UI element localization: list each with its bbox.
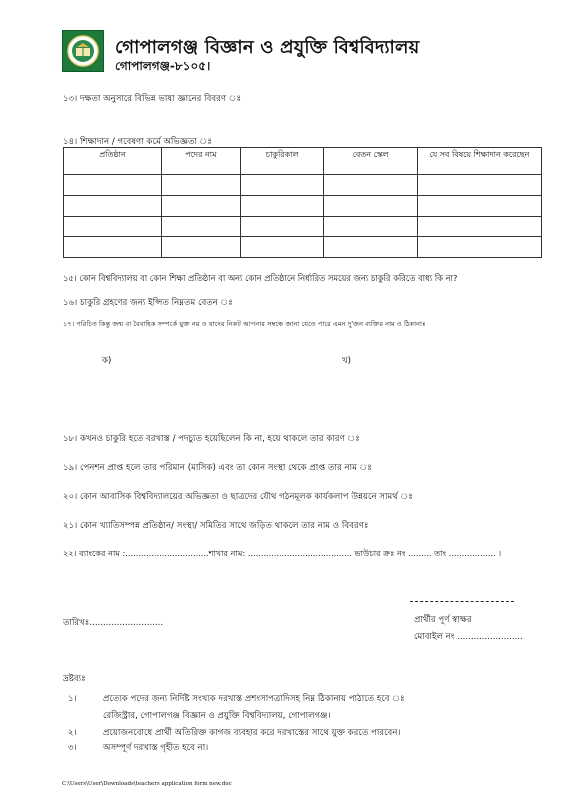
table-cell[interactable] [240,195,324,216]
note-number: ১। [68,694,77,704]
item-16-expected-salary: ১৬। চাকুরি গ্রহণের জন্য ইপ্সিত নিম্নতম বেতন ঃ [63,298,233,308]
table-row [64,237,542,258]
notes-heading: দ্রষ্টব্যঃ [63,674,86,684]
table-row [64,216,542,237]
table-cell[interactable] [324,216,417,237]
university-seal-icon [63,31,103,71]
signature-line [410,601,514,602]
item-17-references: ১৭। পরিচিত কিন্তু জন্ম বা বৈবাহিক সম্পর্কে যুক্ত নয় ও যাদের নিকট আপনার সম্বন্ধে জানা যেতে পারে এমন দু'জন ব্যক্তির নাম ও ঠিকানাঃ [63,320,426,328]
university-address: গোপালগঞ্জ-৮১০৫। [115,59,211,73]
table-cell[interactable] [64,175,162,196]
item-19-pension: ১৯। পেনশন প্রাপ্ত হলে তার পরিমান (মাসিক) এবং তা কোন সংস্থা থেকে প্রাপ্ত তার নাম ঃ [63,463,372,473]
column-header-pay-scale: বেতন স্কেল [324,148,417,175]
item-14-teaching-experience: ১৪। শিক্ষাদান / গবেষণা কর্মে অভিজ্ঞতা ঃ [63,137,212,147]
table-cell[interactable] [417,175,541,196]
column-header-institution: প্রতিষ্ঠান [64,148,162,175]
university-logo [62,30,104,72]
table-cell[interactable] [161,216,240,237]
table-header-row [64,148,542,175]
item-22-bank-details: ২২। ব্যাংকের নাম :................................শাখার নাম: ........................................ ভাউচার ক্রঃ নং ......... তাং .................. । [63,548,502,558]
mobile-field: মোবাইল নং ........................ [414,632,523,642]
table-cell[interactable] [240,237,324,258]
table-cell[interactable] [64,216,162,237]
note-text: প্রয়োজনবোধে প্রার্থী অতিরিক্ত কাগজ ব্যবহার করে দরখাস্তের সাথে যুক্ত করতে পারবেন। [103,728,401,738]
reference-b-label: খ) [342,356,351,366]
table-cell[interactable] [417,195,541,216]
item-21-affiliations: ২১। কোন খ্যাতিসম্পন্ন প্রতিষ্ঠান/ সংস্থা/ সমিতির সাথে জড়িত থাকলে তার নাম ও বিবরণঃ [63,521,369,531]
table-cell[interactable] [417,216,541,237]
reference-a-label: ক) [102,356,112,366]
table-cell[interactable] [324,195,417,216]
column-header-subjects-taught: যে সব বিষয়ে শিক্ষাদান করেছেন [417,148,541,175]
note-number: ৩। [68,743,77,753]
table-row [64,175,542,196]
note-text: অসম্পূর্ণ দরখাস্ত গৃহীত হবে না। [103,743,209,753]
item-18-dismissal: ১৮। কখনও চাকুরি হতে বরখাস্ত / পদচ্যুত হয়েছিলেন কি না, হয়ে থাকলে তার কারণ ঃ [63,434,360,444]
table-row [64,195,542,216]
table-cell[interactable] [240,175,324,196]
item-13-language-skills: ১৩। দক্ষতা অনুসারে বিভিন্ন ভাষা জ্ঞানের বিবরণ ঃ [63,94,242,104]
table-cell[interactable] [324,175,417,196]
table-cell[interactable] [324,237,417,258]
university-name: গোপালগঞ্জ বিজ্ঞান ও প্রযুক্তি বিশ্ববিদ্যালয় [115,37,420,58]
document-file-path: C:\Users\User\Downloads\teachers application form new.doc [62,781,232,787]
table-cell[interactable] [417,237,541,258]
column-header-duration: চাকুরিকাল [240,148,324,175]
table-cell[interactable] [240,216,324,237]
note-number: ২। [68,728,77,738]
table-cell[interactable] [64,195,162,216]
note-text: প্রত্যেক পদের জন্য নির্দিষ্ট সংখ্যক দরখাস্ত প্রশংসাপত্রাদিসহ নিম্ন ঠিকানায় পাঠাতে হবে ঃ [103,694,405,704]
table-cell[interactable] [64,237,162,258]
table-cell[interactable] [161,237,240,258]
experience-table [63,147,542,258]
item-15-service-bond: ১৫। কোন বিশ্ববিদ্যালয় বা কোন শিক্ষা প্রতিষ্ঠান বা অন্য কোন প্রতিষ্ঠানে নির্ধারিত সময়ের জন্য চাকুরি করিতে বাধ্য কি না? [63,273,458,283]
note-text: রেজিস্ট্রার, গোপালগঞ্জ বিজ্ঞান ও প্রযুক্তি বিশ্ববিদ্যালয়, গোপালগঞ্জ। [103,711,331,721]
signature-label: প্রার্থীর পূর্ণ স্বাক্ষর [414,615,472,625]
column-header-post: পদের নাম [161,148,240,175]
date-field: তারিখঃ........................... [63,618,164,628]
table-cell[interactable] [161,175,240,196]
item-20-residential-experience: ২০। কোন আবাসিক বিশ্ববিদ্যালয়ের অভিজ্ঞতা ও ছাত্রদের যৌথ গঠনমূলক কার্যকলাপ উন্নয়নে সামর্থ ঃ [63,492,413,502]
table-cell[interactable] [161,195,240,216]
